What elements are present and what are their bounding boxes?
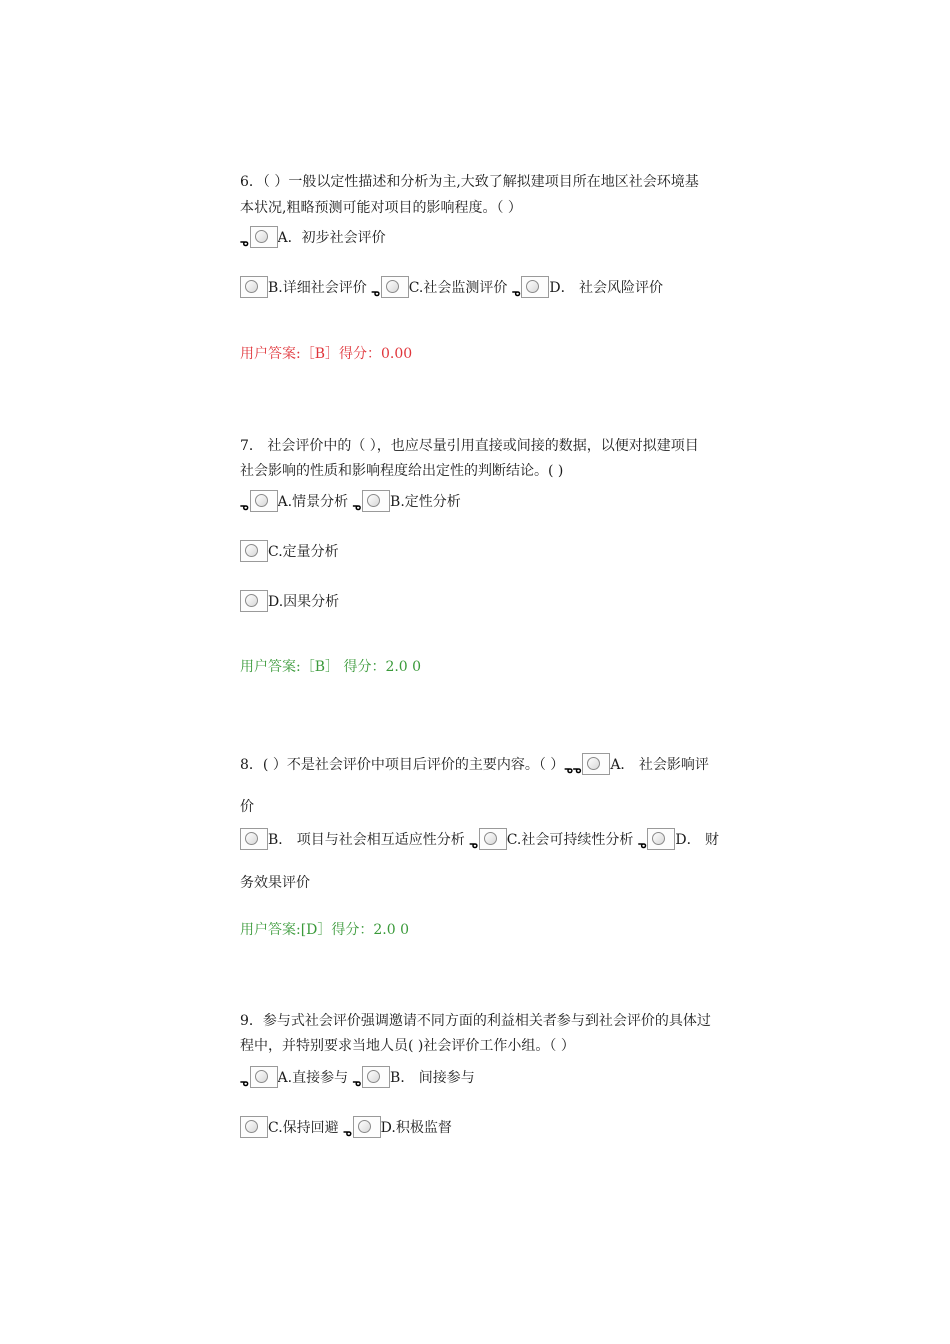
question-7-user-answer: 用户答案:［B］ 得分：2.0 0 — [240, 659, 422, 675]
question-7-option-c: C.定量分析 — [268, 544, 339, 560]
question-7-option-row-1 — [240, 490, 461, 518]
question-6-option-row-2 — [240, 276, 663, 304]
question-7-text-line-1: 7． 社会评价中的（ ），也应尽量引用直接或间接的数据，以便对拟建项目 — [240, 438, 699, 454]
question-8-option-c: C.社会可持续性分析 — [506, 832, 634, 848]
radio-button-icon[interactable] — [479, 828, 507, 850]
question-8-option-row-1 — [240, 753, 709, 781]
radio-button-icon[interactable] — [250, 490, 278, 512]
broken-image-marker-icon: ᓀ — [637, 840, 647, 851]
question-8-option-a-part-1: A． 社会影响评 — [610, 757, 709, 773]
question-6-option-b: B.详细社会评价 — [268, 280, 367, 296]
question-9-option-b: B． 间接参与 — [390, 1070, 475, 1086]
radio-button-icon[interactable] — [240, 590, 268, 612]
question-9-option-c: C.保持回避 — [268, 1120, 339, 1136]
question-6-user-answer: 用户答案:［B］得分：0.00 — [240, 346, 413, 362]
question-6-option-row-1 — [240, 226, 386, 254]
broken-image-marker-icon: ᓀ — [352, 1078, 362, 1089]
radio-button-icon[interactable] — [240, 276, 268, 298]
question-7-option-b: B.定性分析 — [390, 494, 461, 510]
question-7-text-line-2: 社会影响的性质和影响程度给出定性的判断结论。( ) — [240, 463, 564, 479]
question-8-user-answer: 用户答案:[D］得分：2.0 0 — [240, 922, 410, 938]
broken-image-marker-icon: ᓀ — [371, 288, 380, 299]
question-7-option-d: D.因果分析 — [268, 594, 340, 610]
radio-button-icon[interactable] — [240, 828, 268, 850]
question-9-option-d: D.积极监督 — [380, 1120, 452, 1136]
broken-image-marker-icon: ᓀ — [343, 1128, 352, 1139]
question-8-text-line-1: 8．( ）不是社会评价中项目后评价的主要内容。（ ） — [240, 757, 565, 773]
broken-image-marker-icon: ᓀᓀ — [564, 765, 582, 776]
radio-button-icon[interactable] — [362, 490, 390, 512]
radio-button-icon[interactable] — [240, 1116, 268, 1138]
question-9-text-line-1: 9．参与式社会评价强调邀请不同方面的利益相关者参与到社会评价的具体过 — [240, 1013, 711, 1029]
question-9-text-line-2: 程中，并特别要求当地人员( )社会评价工作小组。（ ） — [240, 1038, 575, 1054]
question-7-option-row-2 — [240, 540, 339, 562]
broken-image-marker-icon: ᓀ — [240, 238, 249, 249]
radio-button-icon[interactable] — [250, 1066, 278, 1088]
broken-image-marker-icon: ᓀ — [240, 1078, 249, 1089]
question-8-option-b: B． 项目与社会相互适应性分析 — [268, 832, 465, 848]
radio-button-icon[interactable] — [353, 1116, 381, 1138]
broken-image-marker-icon: ᓀ — [469, 840, 478, 851]
question-6-option-a: A．初步社会评价 — [277, 230, 386, 246]
question-8-option-d-part-1: D． 财 — [675, 832, 720, 848]
radio-button-icon[interactable] — [582, 753, 610, 775]
question-9-option-row-2 — [240, 1116, 452, 1144]
question-8-option-d-part-2: 务效果评价 — [240, 875, 310, 891]
broken-image-marker-icon: ᓀ — [352, 502, 362, 513]
question-8-option-a-part-2: 价 — [240, 799, 254, 815]
question-7-option-row-3 — [240, 590, 339, 612]
radio-button-icon[interactable] — [381, 276, 409, 298]
radio-button-icon[interactable] — [647, 828, 675, 850]
question-7-option-a: A.情景分析 — [277, 494, 349, 510]
question-6-option-d: D． 社会风险评价 — [549, 280, 664, 296]
question-9-option-row-1 — [240, 1066, 475, 1094]
question-8-option-row-2 — [240, 828, 719, 856]
radio-button-icon[interactable] — [362, 1066, 390, 1088]
question-6-text-line-2: 本状况,粗略预测可能对项目的影响程度。（ ） — [240, 200, 522, 216]
broken-image-marker-icon: ᓀ — [240, 502, 249, 513]
radio-button-icon[interactable] — [240, 540, 268, 562]
question-6-option-c: C.社会监测评价 — [408, 280, 508, 296]
radio-button-icon[interactable] — [521, 276, 549, 298]
broken-image-marker-icon: ᓀ — [511, 288, 521, 299]
radio-button-icon[interactable] — [250, 226, 278, 248]
question-9-option-a: A.直接参与 — [277, 1070, 349, 1086]
question-6-text-line-1: 6．（ ）一般以定性描述和分析为主,大致了解拟建项目所在地区社会环境基 — [240, 174, 699, 190]
